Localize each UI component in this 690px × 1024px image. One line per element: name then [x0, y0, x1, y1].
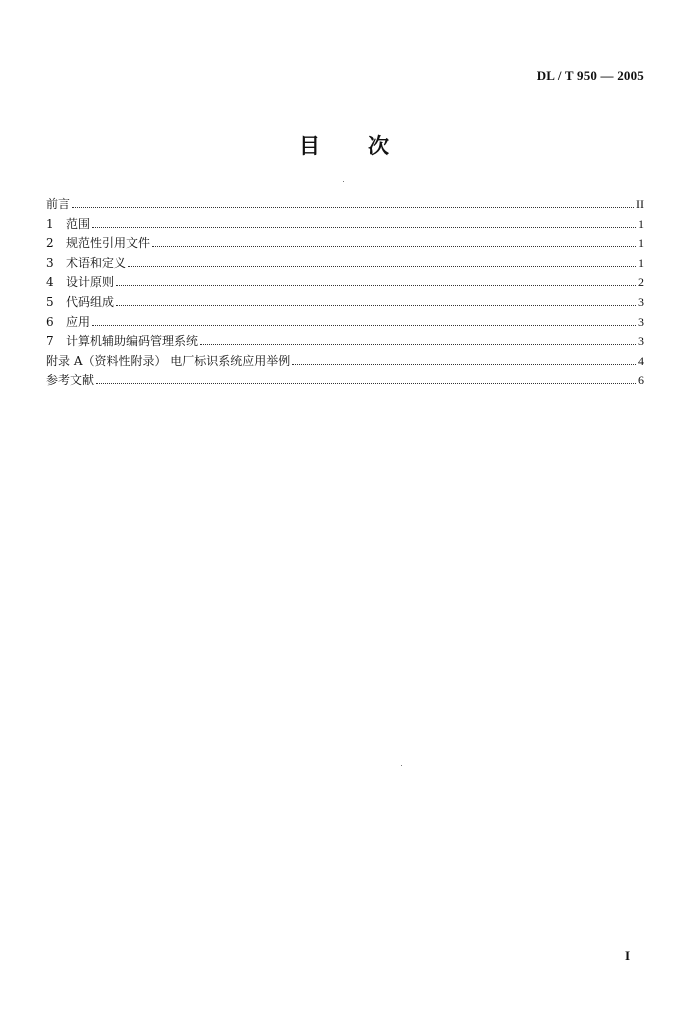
toc-entry-number: 2	[46, 236, 54, 251]
toc-dot-leader	[128, 265, 636, 267]
page-title: 目 次	[299, 134, 391, 158]
toc-entry-design-principles[interactable]	[46, 273, 644, 293]
toc-entry-number: 5	[46, 294, 54, 309]
toc-entry-page: II	[636, 197, 644, 211]
toc-entry-title: 术语和定义	[66, 255, 127, 270]
toc-entry-page: 1	[638, 236, 644, 251]
toc-entry-title: 附录 A（资料性附录） 电厂标识系统应用举例	[46, 353, 291, 368]
toc-entry-normative-references[interactable]	[46, 234, 644, 254]
toc-dot-leader	[116, 304, 636, 306]
toc-entry-terms-definitions[interactable]	[46, 254, 644, 274]
toc-dot-leader	[200, 343, 636, 345]
toc-entry-title: 前言	[46, 197, 71, 211]
toc-entry-number: 4	[46, 275, 54, 290]
toc-entry-number: 3	[46, 255, 54, 270]
toc-entry-title: 参考文献	[46, 373, 95, 388]
standard-code: DL / T 950 — 2005	[536, 68, 644, 83]
toc-entry-bibliography[interactable]	[46, 371, 644, 391]
toc-entry-page: 6	[638, 373, 644, 388]
toc-entry-page: 1	[638, 216, 644, 231]
toc-entry-page: 3	[638, 334, 644, 349]
toc-entry-title: 应用	[66, 314, 91, 329]
toc-entry-title: 范围	[66, 216, 91, 231]
toc-entry-page: 3	[638, 294, 644, 309]
toc-entry-appendix-a[interactable]	[46, 352, 644, 372]
toc-dot-leader	[96, 382, 636, 384]
scan-speck	[401, 765, 402, 766]
toc-entry-title: 代码组成	[66, 294, 115, 309]
toc-entry-number: 7	[46, 334, 54, 349]
toc-dot-leader	[292, 363, 636, 365]
toc-entry-title: 计算机辅助编码管理系统	[66, 334, 199, 349]
toc-dot-leader	[116, 284, 636, 286]
toc-entry-scope[interactable]	[46, 215, 644, 235]
toc-entry-number: 1	[46, 216, 54, 231]
toc-entry-title: 设计原则	[66, 275, 115, 290]
scan-speck	[343, 181, 344, 182]
toc-dot-leader	[92, 226, 636, 228]
toc-entry-page: 3	[638, 314, 644, 329]
toc-dot-leader	[72, 206, 634, 208]
toc-entry-page: 4	[638, 353, 644, 368]
toc-entry-preface[interactable]	[46, 195, 644, 215]
toc-entry-application[interactable]	[46, 313, 644, 333]
toc-dot-leader	[152, 245, 636, 247]
toc-entry-code-composition[interactable]	[46, 293, 644, 313]
toc-entry-computer-aided-coding[interactable]	[46, 332, 644, 352]
toc-entry-number: 6	[46, 314, 54, 329]
toc-entry-page: 1	[638, 255, 644, 270]
toc-entry-title: 规范性引用文件	[66, 236, 151, 251]
table-of-contents	[46, 195, 644, 391]
toc-dot-leader	[92, 324, 636, 326]
page-number: I	[624, 948, 630, 963]
toc-entry-page: 2	[638, 275, 644, 290]
